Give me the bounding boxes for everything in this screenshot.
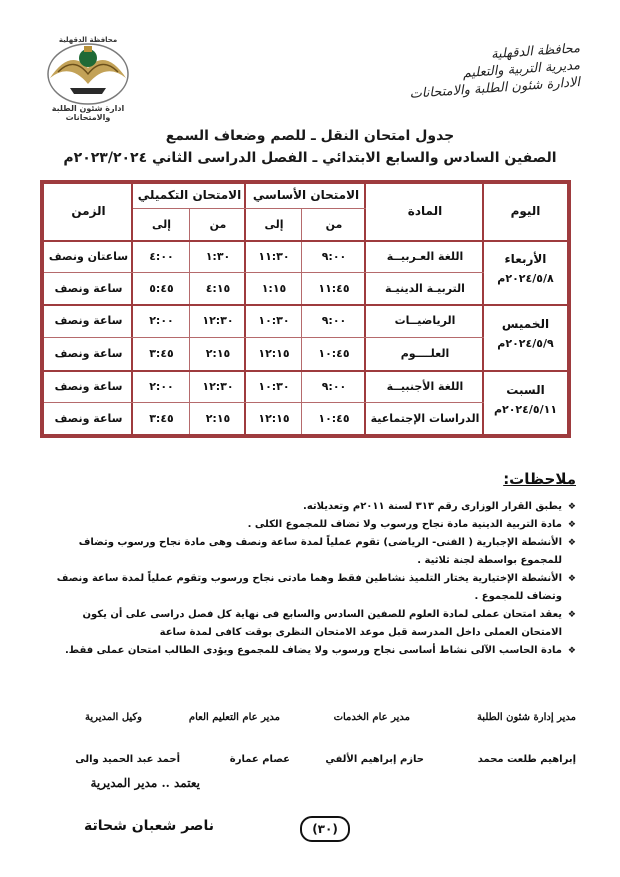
header-basic-from: من [325, 218, 343, 231]
basic-to-cell: ١:١٥ [261, 282, 287, 295]
duration-cell: ساعة ونصف [54, 314, 123, 327]
comp-from-cell: ٢:١٥ [205, 412, 231, 425]
comp-to-cell: ٥:٤٥ [149, 282, 174, 295]
comp-to-cell: ٣:٤٥ [149, 412, 174, 425]
note-item: ❖ الأنشطة الإجبارية ( الفنى- الرياضى) تقوم عملياً لمدة ساعة ونصف وهى مادة نجاح ورسوب وتضاف للمجموع بواسطة لجنة ثلاثية . [42, 534, 576, 570]
comp-to-cell: ٢:٠٠ [149, 314, 174, 327]
basic-from-cell: ٩:٠٠ [321, 380, 347, 393]
header-day: اليوم [510, 204, 541, 218]
page-title: جدول امتحان النقل ـ للصم وضعاف السمع [165, 128, 455, 144]
comp-from-cell: ١:٣٠ [205, 250, 231, 263]
signature-title: مدير إدارة شئون الطلبة [476, 712, 576, 723]
day-name: الأربعاء [504, 252, 547, 266]
basic-to-cell: ١٢:١٥ [258, 412, 290, 425]
note-item: ❖ مادة الحاسب الآلى نشاط أساسى نجاح ورسوب ولا يضاف للمجموع ويؤدى الطالب امتحان عملى فقط. [42, 642, 576, 660]
subject-cell: الرياضيــات [394, 314, 456, 327]
header-comp-from: من [209, 218, 227, 231]
note-item: ❖ مادة التربية الدينية مادة نجاح ورسوب ولا تضاف للمجموع الكلى . [42, 516, 576, 534]
basic-to-cell: ١١:٣٠ [258, 250, 290, 263]
header-basic-to: إلى [264, 218, 284, 231]
svg-text:محافظة الدقهلية: محافظة الدقهلية [58, 36, 118, 44]
comp-from-cell: ٢:١٥ [205, 347, 231, 360]
bullet-icon: ❖ [567, 538, 576, 548]
header-basic-exam: الامتحان الأساسي [252, 188, 360, 202]
header-duration: الزمن [71, 204, 106, 218]
comp-from-cell: ١٢:٣٠ [202, 314, 234, 327]
comp-to-cell: ٢:٠٠ [149, 380, 174, 393]
letterhead-department: الادارة شئون الطلبة والامتحانات [409, 75, 581, 102]
basic-to-cell: ١٠:٣٠ [258, 380, 290, 393]
bullet-icon: ❖ [567, 646, 576, 656]
governorate-logo-icon [40, 28, 136, 110]
exam-schedule-table [40, 180, 571, 438]
basic-from-cell: ١٠:٤٥ [318, 347, 350, 360]
signature-name: إبراهيم طلعت محمد [477, 754, 576, 765]
signature-title: وكيل المديرية [85, 712, 142, 723]
basic-from-cell: ٩:٠٠ [321, 314, 347, 327]
note-item: ❖ يعقد امتحان عملى لمادة العلوم للصفين السادس والسابع فى نهاية كل فصل دراسى على أن يكون الامتحان العملى داخل المدرسة قبل موعد الامتحان النظرى بوقت كافى لمدة ساعة [42, 606, 576, 642]
header-subject: المادة [407, 204, 443, 218]
duration-cell: ساعة ونصف [54, 412, 123, 425]
day-date: ٢٠٢٤/٥/١١م [493, 403, 558, 416]
signature-name: أحمد عبد الحميد والى [75, 754, 180, 765]
header-complementary-exam: الامتحان التكميلي [137, 188, 242, 202]
bullet-icon: ❖ [567, 520, 576, 530]
comp-from-cell: ١٢:٣٠ [202, 380, 234, 393]
duration-cell: ساعة ونصف [54, 347, 123, 360]
page-number: (٣٠) [300, 816, 350, 842]
comp-from-cell: ٤:١٥ [205, 282, 231, 295]
day-date: ٢٠٢٤/٥/٩م [497, 337, 554, 350]
day-name: السبت [506, 383, 545, 397]
subject-cell: الدراسات الإجتماعية [370, 412, 480, 425]
subject-cell: العلــــوم [400, 347, 450, 360]
subject-cell: اللغة العـربيــة [386, 250, 464, 263]
letterhead-governorate: محافظة الدقهلية [490, 41, 581, 63]
duration-cell: ساعة ونصف [54, 282, 123, 295]
day-date: ٢٠٢٤/٥/٨م [497, 272, 554, 285]
subject-cell: اللغة الأجنبيــة [386, 380, 464, 393]
basic-from-cell: ١١:٤٥ [318, 282, 350, 295]
subject-cell: التربيـة الدينيـة [385, 282, 465, 295]
comp-to-cell: ٤:٠٠ [149, 250, 174, 263]
bullet-icon: ❖ [567, 610, 576, 620]
basic-from-cell: ١٠:٤٥ [318, 412, 350, 425]
basic-to-cell: ١٢:١٥ [258, 347, 290, 360]
header-comp-to: إلى [151, 218, 172, 231]
duration-cell: ساعة ونصف [54, 380, 123, 393]
letterhead-directorate: مديرية التربية والتعليم [462, 58, 581, 82]
approval-label: يعتمد .. مدير المديرية [90, 776, 200, 790]
basic-to-cell: ١٠:٣٠ [258, 314, 290, 327]
signature-name: عصام عمارة [229, 754, 290, 765]
note-item: ❖ يطبق القرار الوزارى رقم ٣١٣ لسنة ٢٠١١م وتعديلاته. [42, 498, 576, 516]
duration-cell: ساعتان ونصف [48, 250, 129, 263]
signature-title: مدير عام التعليم العام [188, 712, 280, 723]
signature-title: مدير عام الخدمات [333, 712, 410, 723]
day-name: الخميس [501, 317, 550, 331]
comp-to-cell: ٣:٤٥ [149, 347, 174, 360]
notes-heading: ملاحظات: [503, 470, 576, 488]
signature-name: حازم إبراهيم الألفي [325, 754, 424, 765]
director-name: ناصر شعبان شحاتة [84, 818, 214, 834]
bullet-icon: ❖ [567, 502, 576, 512]
note-item: ❖ الأنشطة الإختيارية يختار التلميذ نشاطين فقط وهما مادتى نجاح ورسوب وتقوم عملياً لمدة ساعة ونصف وتضاف للمجموع . [42, 570, 576, 606]
page-subtitle: الصفين السادس والسابع الابتدائي ـ الفصل الدراسى الثاني ٢٠٢٣/٢٠٢٤م [63, 150, 557, 166]
basic-from-cell: ٩:٠٠ [321, 250, 347, 263]
notes-list [42, 498, 576, 660]
logo-caption: ادارة شئون الطلبة والامتحانات [51, 104, 125, 122]
bullet-icon: ❖ [567, 574, 576, 584]
letterhead [370, 40, 581, 102]
